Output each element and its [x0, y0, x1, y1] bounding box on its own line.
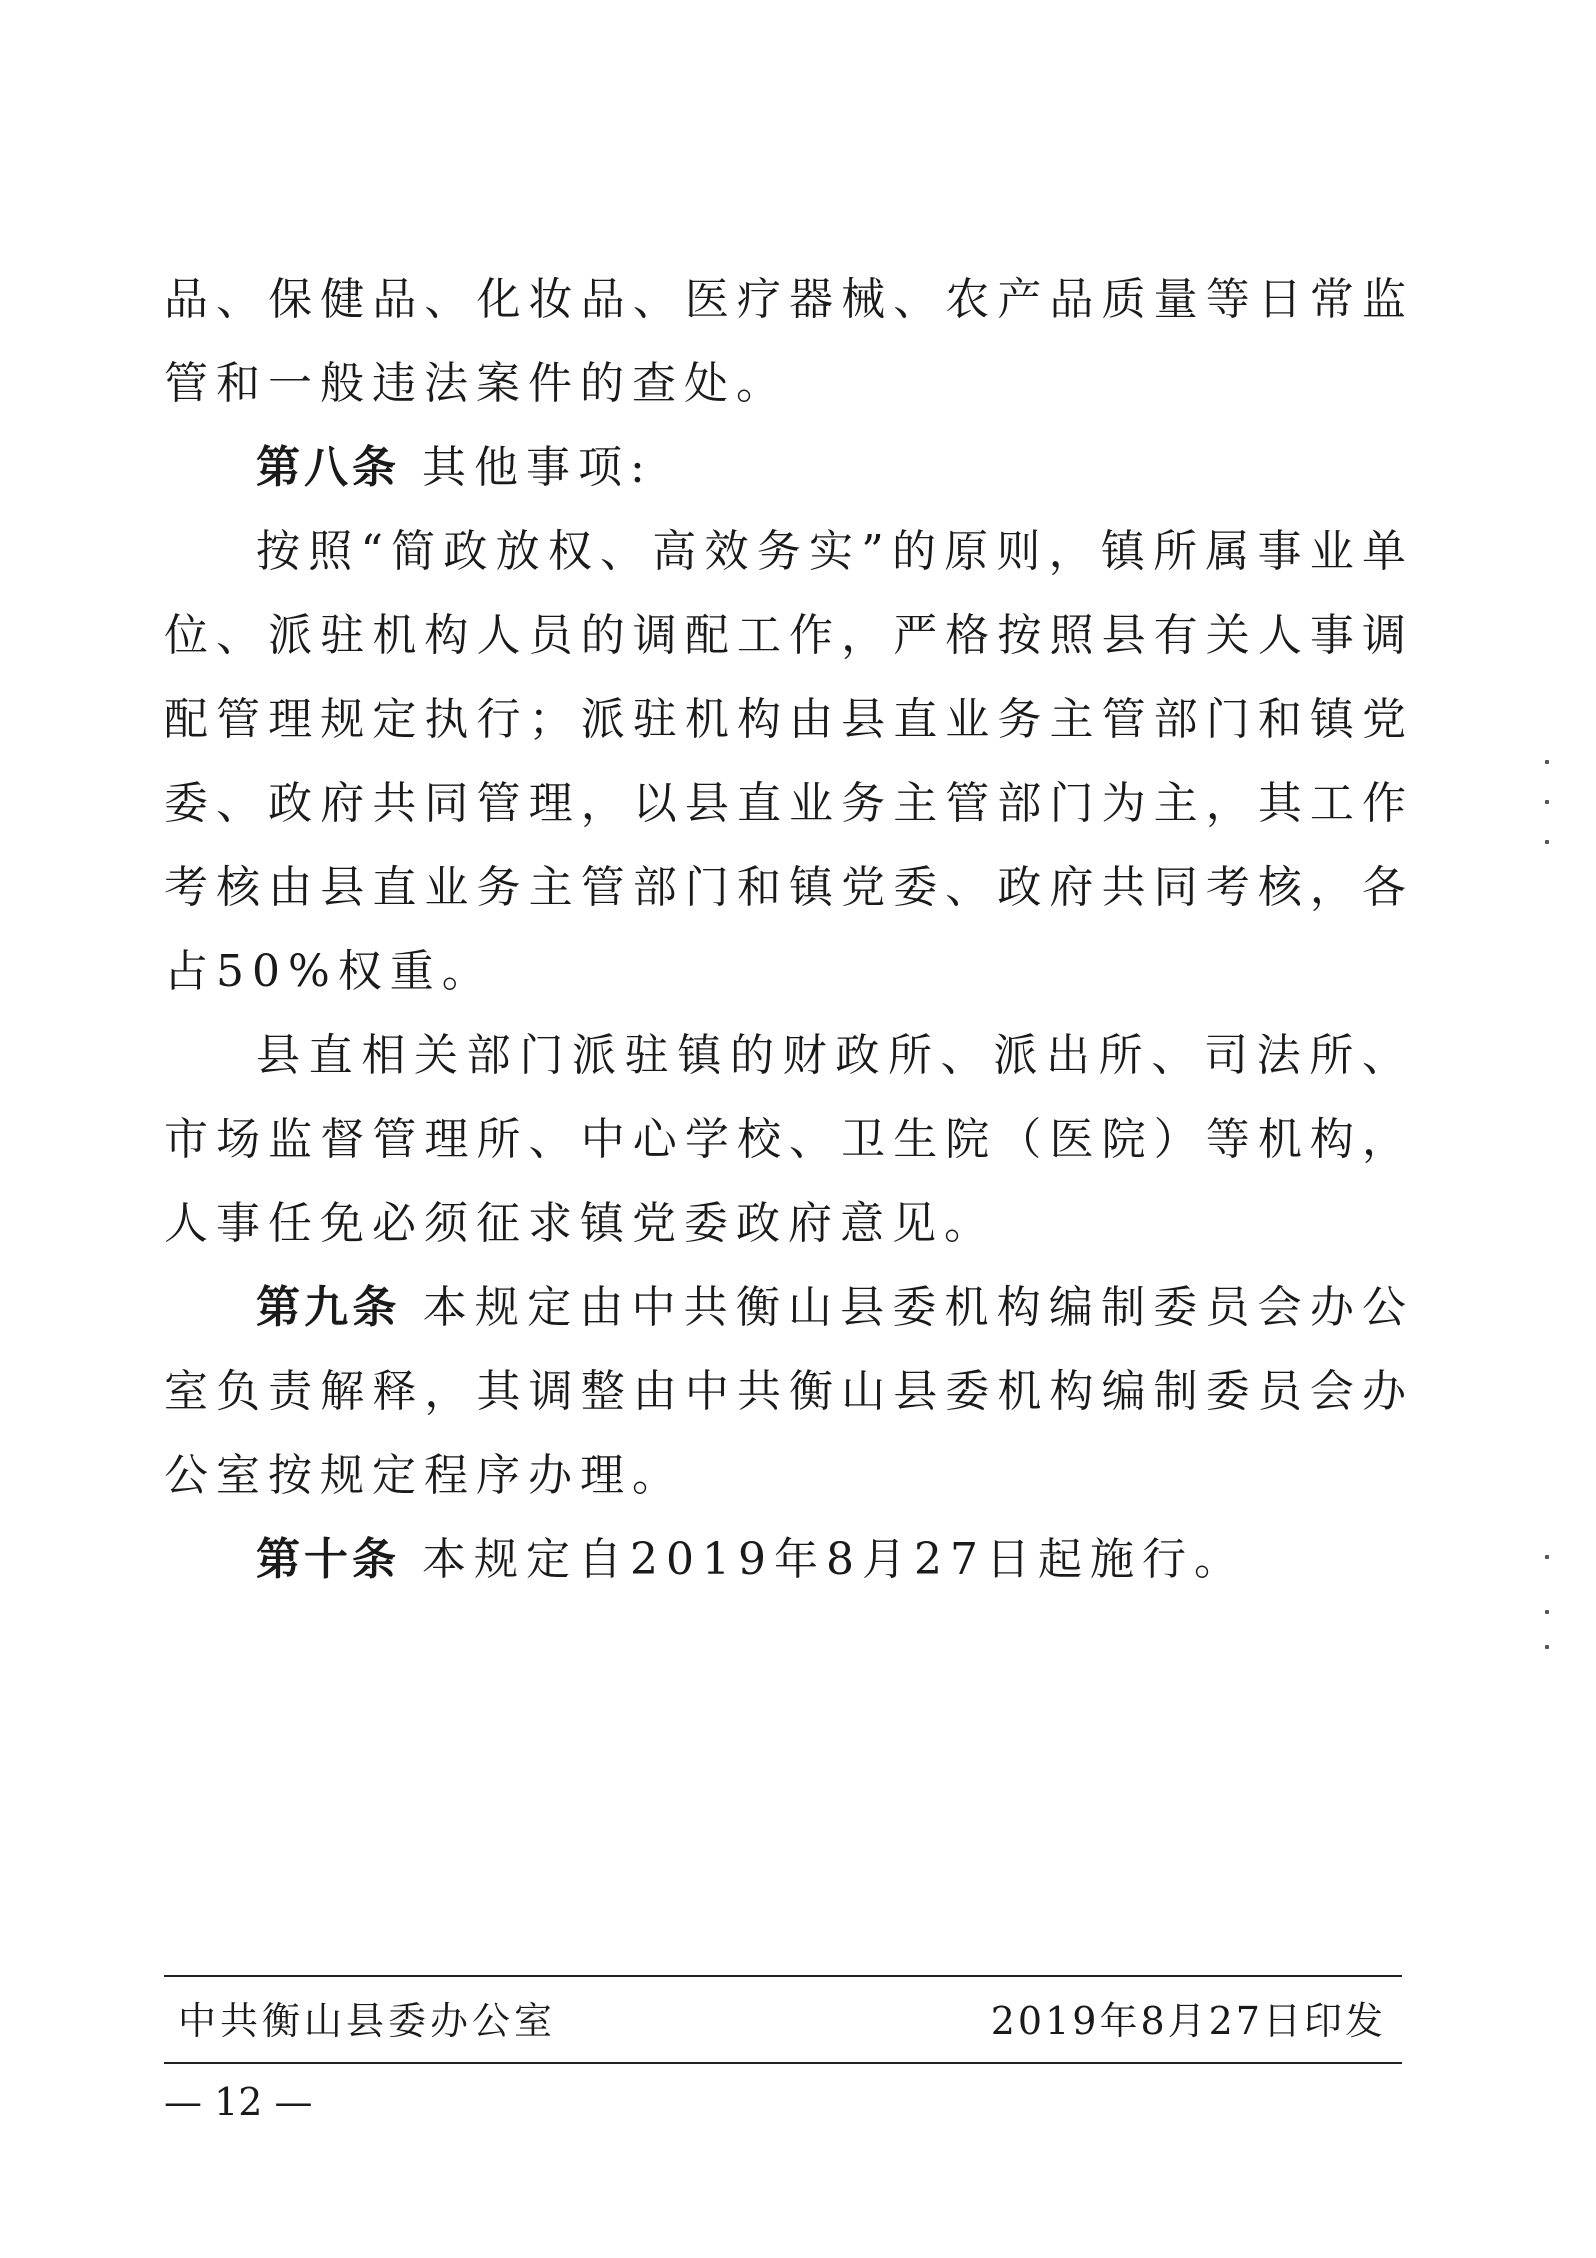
paragraph-text: 品、保健品、化妆品、医疗器械、农产品质量等日常监管和一般违法案件的查处。 — [164, 274, 1414, 409]
paragraph-appointments — [164, 1014, 1414, 1266]
scan-artifact — [1545, 1555, 1549, 1559]
footer-date: 2019年8月27日印发 — [990, 1999, 1386, 2043]
scan-artifact — [1545, 840, 1549, 844]
article-8-heading — [164, 426, 1414, 510]
paragraph-continuation — [164, 258, 1414, 426]
article-9 — [164, 1266, 1414, 1518]
scan-artifact — [1545, 800, 1549, 804]
article-text: 本规定由中共衡山县委机构编制委员会办公室负责解释，其调整由中共衡山县委机构编制委员会办公室按规定程序办理。 — [164, 1282, 1414, 1501]
article-title: 第八条 — [256, 442, 400, 493]
article-10 — [164, 1518, 1414, 1602]
footer-top-rule — [164, 1975, 1402, 1977]
scan-artifact — [1545, 1645, 1549, 1649]
article-text: 其他事项: — [422, 442, 653, 493]
paragraph-staffing — [164, 510, 1414, 1014]
article-title: 第九条 — [256, 1282, 401, 1333]
paragraph-text: 县直相关部门派驻镇的财政所、派出所、司法所、市场监督管理所、中心学校、卫生院（医院）等机构，人事任免必须征求镇党委政府意见。 — [164, 1030, 1414, 1249]
paragraph-text: 按照“简政放权、高效务实”的原则，镇所属事业单位、派驻机构人员的调配工作，严格按照县有关人事调配管理规定执行；派驻机构由县直业务主管部门和镇党委、政府共同管理，以县直业务主管部门为主，其工作考核由县直业务主管部门和镇党委、政府共同考核，各占50%权重。 — [164, 526, 1414, 997]
scan-artifact — [1545, 760, 1549, 764]
page-number: — 12 — — [164, 2080, 313, 2124]
document-body — [164, 258, 1414, 1602]
scan-artifact — [1545, 1610, 1549, 1614]
footer-bottom-rule — [164, 2062, 1402, 2064]
footer-issuer: 中共衡山县委办公室 — [178, 1999, 557, 2043]
article-title: 第十条 — [256, 1534, 400, 1585]
article-text: 本规定自2019年8月27日起施行。 — [422, 1534, 1246, 1585]
